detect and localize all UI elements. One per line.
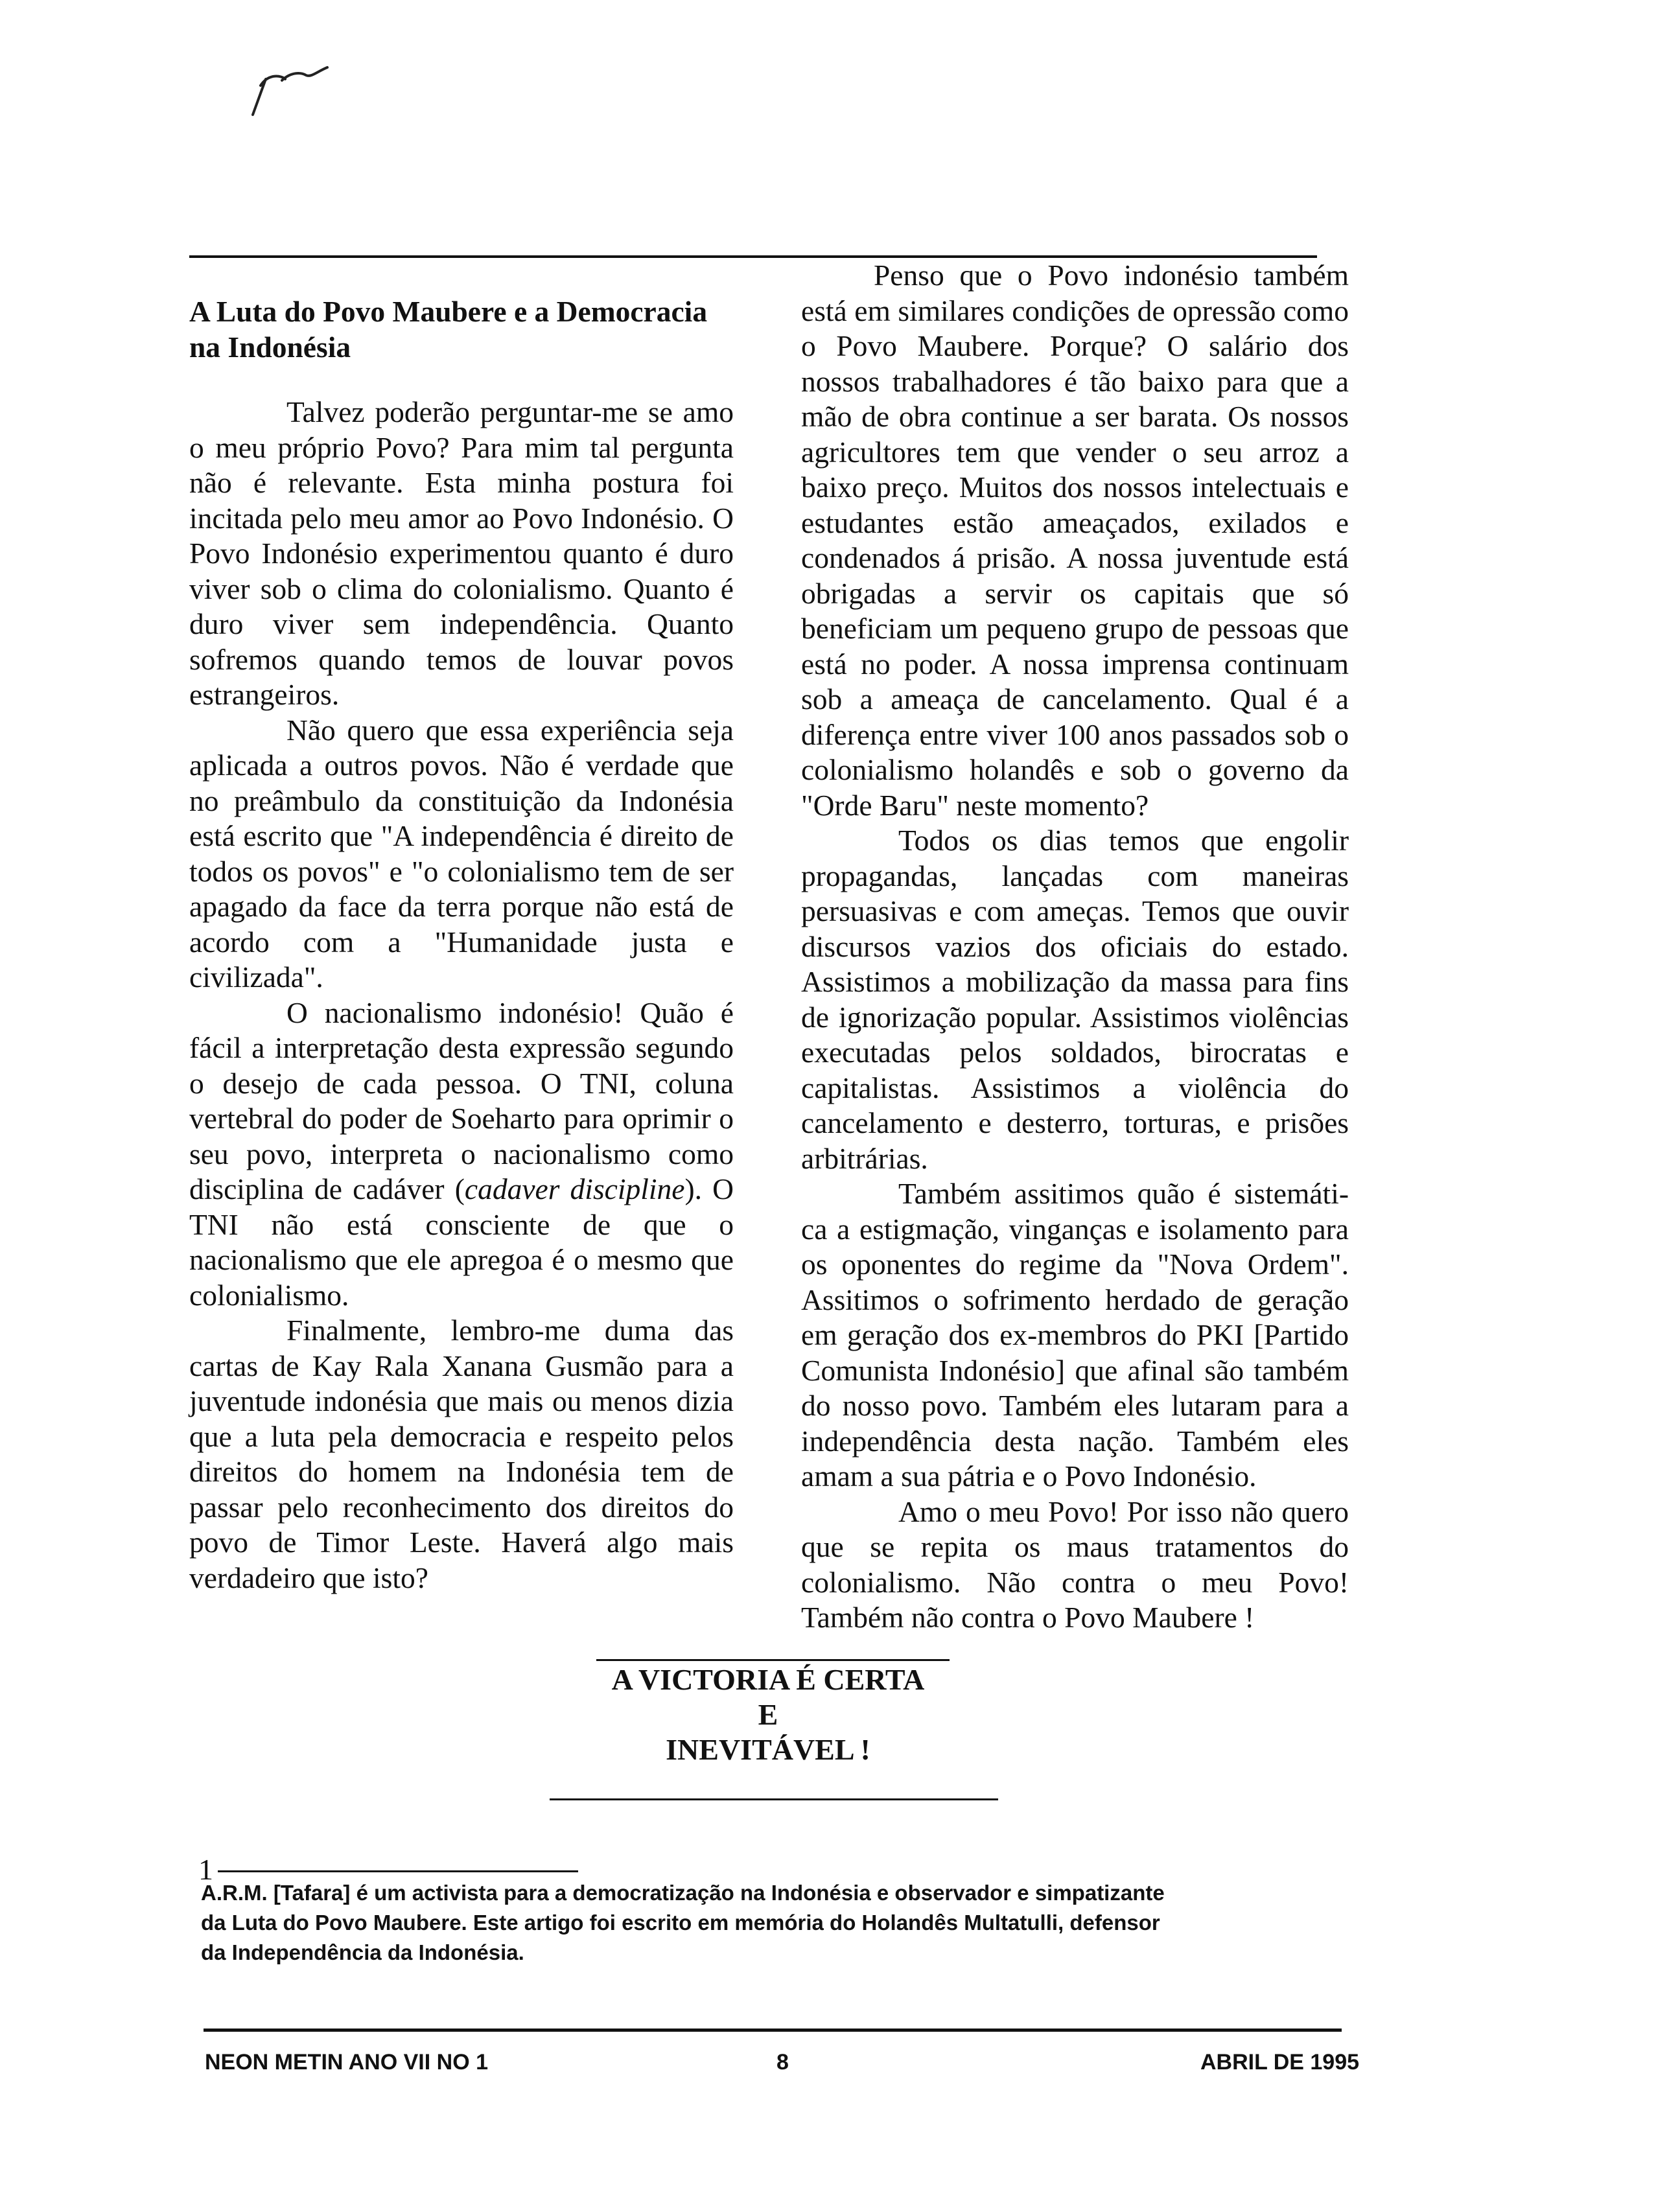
- right-paragraph: Penso que o Povo indonésio também está em similares condições de opressão como o Povo Maubere. Porque? O salário dos nossos trabalhadores é tão baixo para que a mão de obra continue a ser barata. Os nossos agricultores tem que vender o seu arroz a baixo preço. Muitos dos nossos intelectuais e estudantes estão ameaçados, exilados e condenados á prisão. A nossa juventude está obrigadas a servir os capitais que só beneficiam um pequeno grupo de pessoas que está no poder. A nossa imprensa continuam sob a ameaça de cancelamento. Qual é a diferença entre viver 100 anos passados sob o colonialismo holandês e sob o governo da "Orde Baru" neste momento?: [801, 259, 1349, 822]
- paragraph-text: O nacionalismo indonésio! Quão é fácil a interpretação desta expressão segundo o desejo de cada pessoa. O TNI, coluna vertebral do poder de Soeharto para oprimir o seu povo, interpreta o nacionalismo como disciplina de cadáver: [189, 995, 734, 1205]
- left-paragraph: Finalmente, lembro-me duma das cartas de Kay Rala Xanana Gusmão para a juventude indonésia que mais ou menos dizia que a luta pela democracia e respeito pelos direitos do homem na Indonésia tem de passar pelo reconhecimento dos direitos do povo de Timor Leste. Haverá algo mais verdadeiro que isto?: [189, 1314, 734, 1594]
- closing-line: E: [758, 1698, 778, 1731]
- left-paragraph: O nacionalismo indonésio! Quão é fácil a interpretação desta expressão segundo o desejo de cada pessoa. O TNI, coluna vertebral do poder de Soeharto para oprimir o seu povo, interpreta o nacionalismo como disciplina de cadáver (cadaver discipline). O TNI não está consciente de que o nacionalismo que ele apregoa é o mesmo que colonialismo.: [189, 995, 734, 1312]
- closing-bottom-rule: [550, 1798, 998, 1800]
- footer-publication: NEON METIN ANO VII NO 1: [205, 2050, 489, 2075]
- right-paragraph: Também assitimos quão é sistemáti-ca a estigmação, vinganças e isolamento para os oponentes do regime da "Nova Ordem". Assitimos o sofrimento herdado de geração em geração dos ex-membros do PKI [Partido Comunista Indonésio] que afinal são também do nosso povo. Também eles lutaram para a independência desta nação. Também eles amam a sua pátria e o Povo Indonésio.: [801, 1177, 1349, 1493]
- cadaver-discipline-term: cadaver discipline: [464, 1172, 685, 1205]
- handwritten-initials-mark: [246, 60, 331, 118]
- footer-rule: [204, 2028, 1342, 2032]
- footnote-rule: [218, 1870, 578, 1872]
- footer-date: ABRIL DE 1995: [1200, 2050, 1360, 2075]
- closing-slogan: [583, 1662, 953, 1767]
- footnote-number: 1: [198, 1853, 213, 1886]
- article-title: A Luta do Povo Maubere e a Democracia na Indonésia: [189, 295, 708, 364]
- left-paragraph: Talvez poderão perguntar-me se amo o meu próprio Povo? Para mim tal pergunta não é relevante. Esta minha postura foi incitada pelo meu amor ao Povo Indonésio. O Povo Indonésio experimentou quanto é duro viver sob o clima do colonialismo. Quanto é duro viver sem independência. Quanto sofremos quando temos de louvar povos estrangeiros.: [189, 395, 734, 711]
- closing-line: A VICTORIA É CERTA: [611, 1663, 925, 1696]
- right-column: [801, 258, 1349, 1636]
- left-paragraph: Não quero que essa experiência seja aplicada a outros povos. Não é verdade que no preâmbulo da constituição da Indonésia está escrito que "A independência é direito de todos os povos" e "o colonialismo tem de ser apagado da face da terra porque não está de acordo com a "Humanidade justa e civilizada".: [189, 713, 734, 994]
- footer-page-number: 8: [776, 2050, 789, 2075]
- left-column: [189, 294, 734, 1596]
- right-paragraph: Todos os dias temos que engolir propagandas, lançadas com maneiras persuasivas e com ameças. Temos que ouvir discursos vazios dos oficiais do estado. Assistimos a mobilização da massa para fins de ignorização popular. Assistimos violências executadas pelos soldados, birocratas e capitalistas. Assistimos a violência do cancelamento e desterro, torturas, e prisões arbitrárias.: [801, 824, 1349, 1175]
- closing-top-rule: [596, 1659, 950, 1661]
- paragraph-text: . O TNI não está consciente de que o nacionalismo que ele apregoa é o mesmo que colonialismo.: [189, 1172, 734, 1312]
- closing-line: INEVITÁVEL !: [666, 1733, 870, 1766]
- right-paragraph: Amo o meu Povo! Por isso não quero que se repita os maus tratamentos do colonialismo. Não contra o meu Povo! Também não contra o Povo Maubere !: [801, 1494, 1349, 1634]
- footnote-text: A.R.M. [Tafara] é um activista para a democratização na Indonésia e observador e simpatizante da Luta do Povo Maubere. Este artigo foi escrito em memória do Holandês Multatulli, defensor da Independência da Indonésia.: [201, 1881, 1165, 1964]
